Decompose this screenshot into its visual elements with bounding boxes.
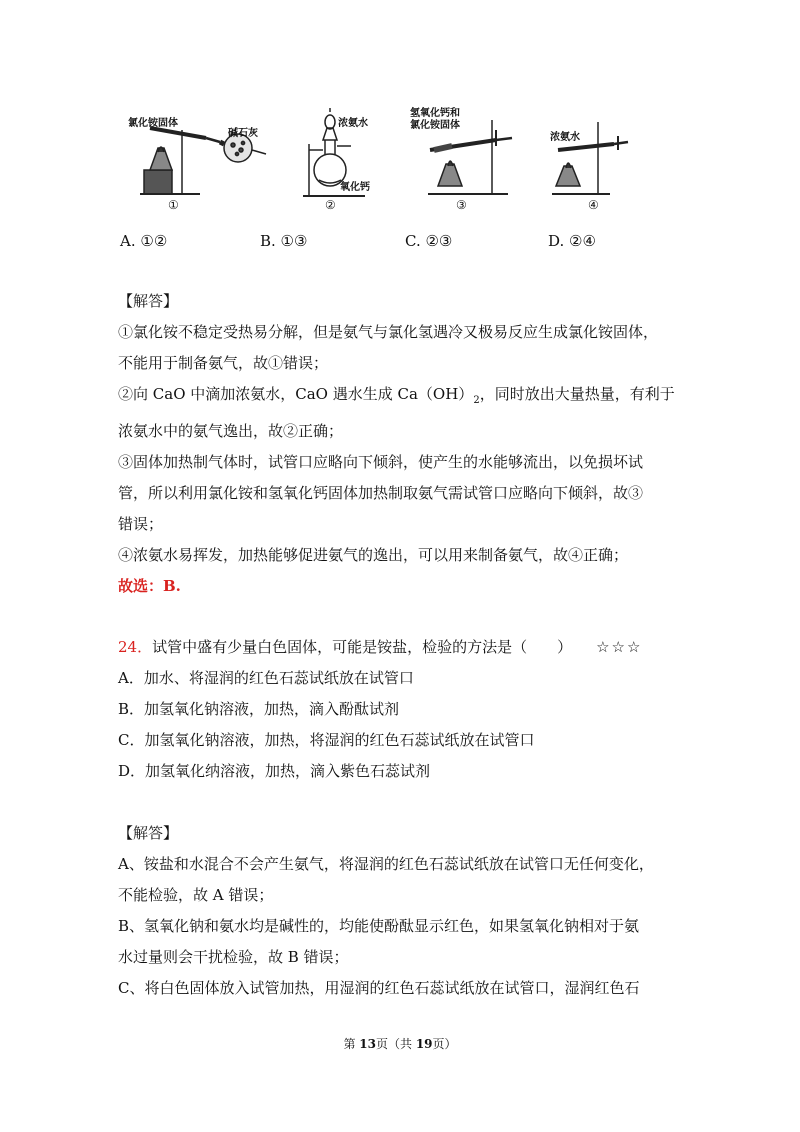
question-24-number: 24． xyxy=(118,638,153,656)
answer-1-line-8: ④浓氨水易挥发，加热能够促进氨气的逸出，可以用来制备氨气，故④正确； xyxy=(118,546,629,564)
answer-2-line-2: 不能检验，故 A 错误； xyxy=(118,886,274,904)
answer-1-line-7: 错误； xyxy=(118,515,164,533)
q23-options xyxy=(120,232,720,256)
apparatus-1-number: ① xyxy=(168,198,179,212)
answer-2-line-4: 水过量则会干扰检验，故 B 错误； xyxy=(118,948,349,966)
answer-1-line-3a: ②向 CaO 中滴加浓氨水，CaO 遇水生成 Ca（OH） xyxy=(118,385,474,403)
q23-option-c: C. ②③ xyxy=(405,232,453,250)
footer-page-number: 13 xyxy=(359,1037,376,1051)
answer-2-line-3: B、氢氧化钠和氨水均是碱性的，均能使酚酞显示红色，如果氢氧化钠相对于氨 xyxy=(118,917,640,935)
question-24 xyxy=(118,632,688,787)
answer-1-line-3-subscript: 2 xyxy=(473,395,480,406)
difficulty-stars: ☆☆☆ xyxy=(596,638,643,656)
apparatus-4-number: ④ xyxy=(588,198,599,212)
footer-pre: 第 xyxy=(343,1037,360,1051)
answer-2 xyxy=(118,818,688,1004)
apparatus-3-label-a1: 氢氧化钙和 xyxy=(410,108,460,119)
apparatus-1-label-b: 碱石灰 xyxy=(228,128,258,139)
answer-1 xyxy=(118,286,688,602)
question-24-stem-line xyxy=(118,632,688,663)
apparatus-2-label-b: 氧化钙 xyxy=(340,182,370,193)
footer-total-pages: 19 xyxy=(415,1037,433,1051)
apparatus-4-label-a: 浓氨水 xyxy=(550,132,580,143)
apparatus-2-label-a: 浓氨水 xyxy=(338,118,368,129)
apparatus-1-label-a: 氯化铵固体 xyxy=(128,118,178,129)
apparatus-2-number: ② xyxy=(325,198,336,212)
answer-1-line-5: ③固体加热制气体时，试管口应略向下倾斜，使产生的水能够流出，以免损坏试 xyxy=(118,453,644,471)
question-24-option-d: D．加氢氧化纳溶液，加热，滴入紫色石蕊试剂 xyxy=(118,762,431,780)
answer-1-line-3 xyxy=(118,379,688,416)
question-24-option-b: B．加氢氧化钠溶液，加热，滴入酚酞试剂 xyxy=(118,700,400,718)
answer-2-heading: 【解答】 xyxy=(118,824,179,842)
apparatus-3-label-a2: 氯化铵固体 xyxy=(410,120,460,131)
answer-1-line-3b: ，同时放出大量热量，有利于 xyxy=(479,385,675,403)
question-24-stem: 试管中盛有少量白色固体，可能是铵盐，检验的方法是（ ） xyxy=(152,638,573,656)
answer-1-line-4: 浓氨水中的氨气逸出，故②正确； xyxy=(118,422,344,440)
apparatus-2-drawing xyxy=(295,100,405,210)
footer-post: 页） xyxy=(432,1037,457,1051)
apparatus-3-number: ③ xyxy=(456,198,467,212)
answer-1-line-1: ①氯化铵不稳定受热易分解，但是氨气与氯化氢遇冷又极易反应生成氯化铵固体， xyxy=(118,323,659,341)
q23-option-a: A. ①② xyxy=(120,232,168,250)
q23-option-b: B. ①③ xyxy=(260,232,308,250)
answer-1-line-2: 不能用于制备氨气，故①错误； xyxy=(118,354,329,372)
answer-1-choice: 故选：B. xyxy=(118,577,181,595)
answer-2-line-1: A、铵盐和水混合不会产生氨气，将湿润的红色石蕊试纸放在试管口无任何变化， xyxy=(118,855,654,873)
question-24-option-c: C．加氢氧化钠溶液，加热，将湿润的红色石蕊试纸放在试管口 xyxy=(118,731,535,749)
apparatus-4-drawing xyxy=(548,100,668,210)
footer-mid: 页（共 xyxy=(375,1037,416,1051)
apparatus-figure xyxy=(120,100,680,222)
answer-1-line-6: 管，所以利用氯化铵和氢氧化钙固体加热制取氨气需试管口应略向下倾斜，故③ xyxy=(118,484,644,502)
answer-2-line-5: C、将白色固体放入试管加热，用湿润的红色石蕊试纸放在试管口，湿润红色石 xyxy=(118,979,640,997)
page-footer xyxy=(0,1035,800,1052)
apparatus-1-drawing xyxy=(120,100,280,210)
q23-option-d: D. ②④ xyxy=(548,232,596,250)
answer-1-heading: 【解答】 xyxy=(118,292,179,310)
question-24-option-a: A．加水、将湿润的红色石蕊试纸放在试管口 xyxy=(118,669,414,687)
